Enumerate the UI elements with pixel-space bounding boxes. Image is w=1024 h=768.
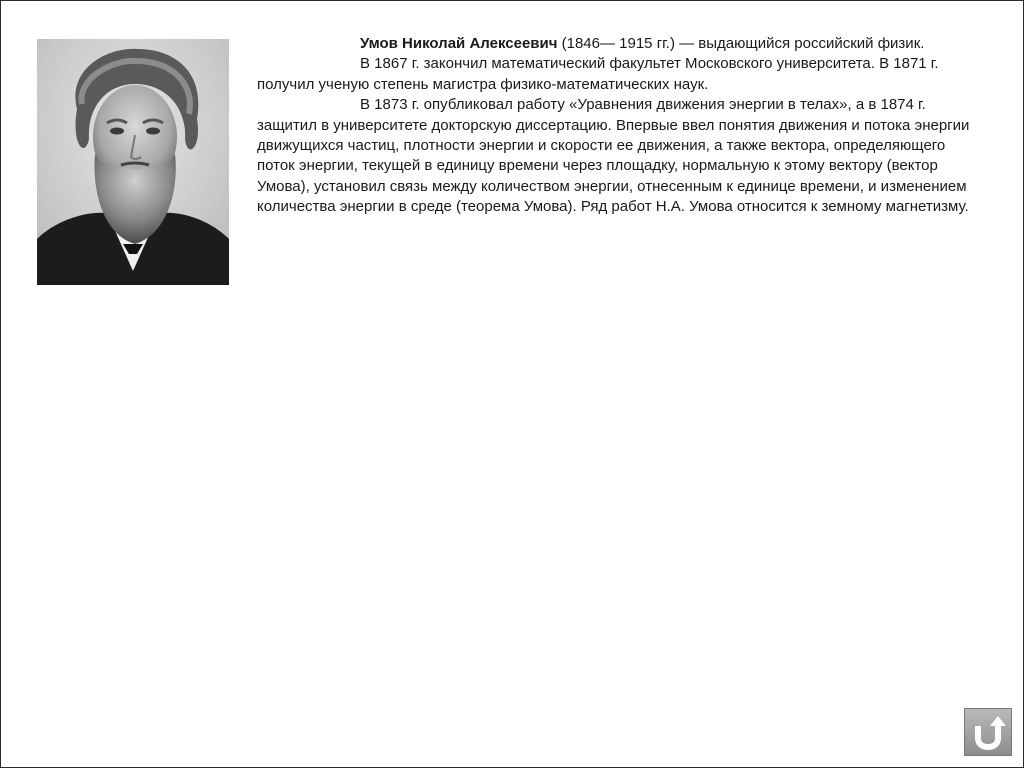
- biography-text: [257, 34, 987, 218]
- person-name: Умов Николай Алексеевич: [360, 35, 558, 52]
- research-paragraph: В 1873 г. опубликовал работу «Уравнения движения энергии в телах», а в 1874 г. защитил в университете докторскую диссертацию. Впервые ввел понятия движения и потока энергии движущихся частиц, плотности энергии и скорости ее движения, а также вектора, определяющего поток энергии, текущей в единицу времени через площадку, нормальную к этому вектору (вектор Умова), установил связь между количеством энергии, отнесенным к единице времени, и изменением количества энергии в среде (теорема Умова). Ряд работ Н.А. Умова относится к земному магнетизму.: [257, 96, 970, 216]
- intro-paragraph: [257, 34, 987, 54]
- return-arrow-icon: [968, 712, 1008, 752]
- intro-text: (1846— 1915 гг.) — выдающийся российский физик.: [557, 35, 925, 52]
- portrait-photo: [37, 39, 229, 285]
- education-paragraph: В 1867 г. закончил математический факультет Московского университета. В 1871 г. получил ученую степень магистра физико-математических наук.: [257, 55, 939, 93]
- back-button[interactable]: [964, 708, 1012, 756]
